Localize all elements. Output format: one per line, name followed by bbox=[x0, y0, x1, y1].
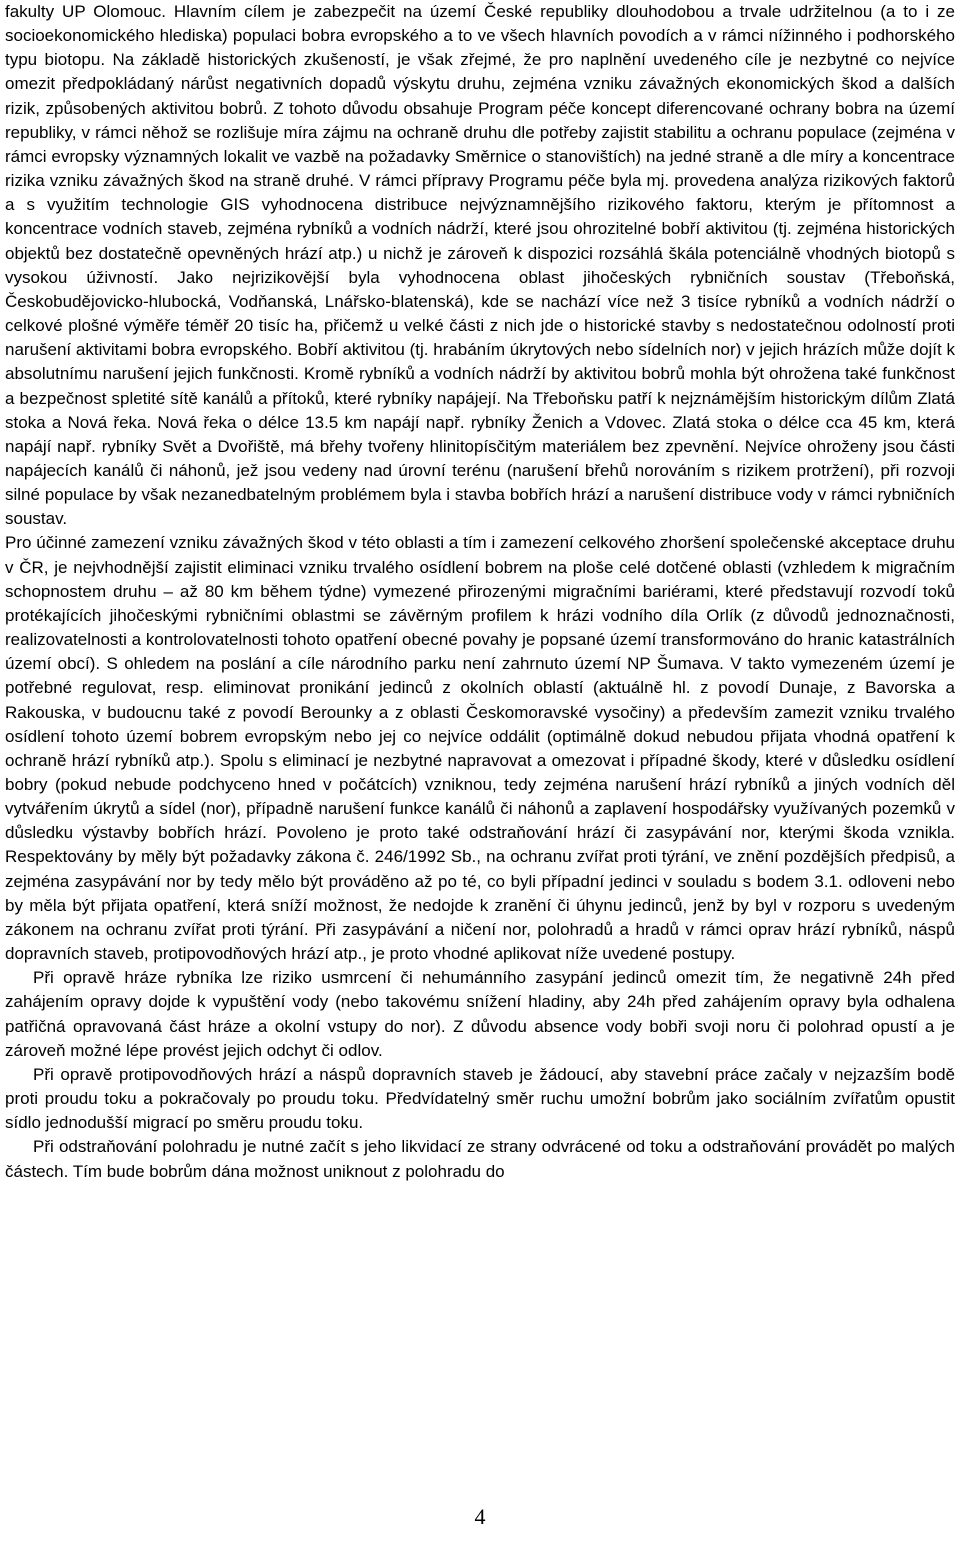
paragraph-pond-dam-repair: Při opravě hráze rybníka lze riziko usmrcení či nehumánního zasypání jedinců omezit tím, že negativně 24h před zahájením opravy dojde k vypuštění vody (nebo takovému snížení hladiny, aby 24h před zahájením opravy byla odhalena patřičná opravovaná část hráze a okolní vstupy do nor). Z důvodu absence vody bobři svoji noru či polohrad opustí a je zároveň možné lépe provést jejich odchyt či odlov. bbox=[5, 968, 955, 1060]
page-number: 4 bbox=[474, 1504, 486, 1529]
paragraph-intro: fakulty UP Olomouc. Hlavním cílem je zabezpečit na území České republiky dlouhodobou a trvale udržitelnou (a to i ze socioekonomického hlediska) populaci bobra evropského a to ve všech hlavních povodích a v rámci nížinného i podhorského typu biotopu. Na základě historických zkušeností, je však zřejmé, že pro naplnění uvedeného cíle je nezbytné co nejvíce omezit předpokládaný nárůst negativních dopadů výskytu druhu, zejména vzniku závažných ekonomických škod a dalších rizik, způsobených aktivitou bobrů. Z tohoto důvodu obsahuje Program péče koncept diferencované ochrany bobra na území republiky, v rámci něhož se rozlišuje míra zájmu na ochraně druhu dle potřeby zajistit stabilitu a ochranu populace (zejména v rámci evropsky významných lokalit ve vazbě na požadavky Směrnice o stanovištích) na jedné straně a dle míry a koncentrace rizika vzniku závažných škod na straně druhé. V rámci přípravy Programu péče byla mj. provedena analýza rizikových faktorů a s využitím technologie GIS vyhodnocena distribuce nejvýznamnějšího rizikového faktoru, kterým je přítomnost a koncentrace vodních staveb, zejména rybníků a vodních nádrží, které jsou ohrozitelné bobří aktivitou (tj. zejména historických objektů bez dostatečně opevněných hrází atp.) u nichž je zároveň k dispozici rozsáhlá škála potenciálně vhodných biotopů s vysokou úživností. Jako nejrizikovější byla vyhodnocena oblast jihočeských rybničních soustav (Třeboňská, Českobudějovicko-hlubocká, Vodňanská, Lnářsko-blatenská), kde se nachází více než 3 tisíce rybníků a vodních nádrží o celkové plošné výměře téměř 20 tisíc ha, přičemž u velké části z nich jde o historické stavby s nedostatečnou odolností proti narušení aktivitami bobra evropského. Bobří aktivitou (tj. hrabáním úkrytových nebo sídelních nor) v jejich hrázích může dojít k absolutnímu narušení jejich funkčnosti. Kromě rybníků a vodních nádrží by aktivitou bobrů mohla být ohrožena také funkčnost a bezpečnost spletité sítě kanálů a přítoků, které rybníky napájejí. Na Třeboňsku patří k nejznámějším historickým dílům Zlatá stoka a Nová řeka. Nová řeka o délce 13.5 km napájí např. rybníky Ženich a Vdovec. Zlatá stoka o délce cca 45 km, která napájí např. rybníky Svět a Dvořiště, má břehy tvořeny hlinitopísčitým materiálem bez zpevnění. Nejvíce ohroženy jsou části napájecích kanálů či náhonů, jež jsou vedeny nad úrovní terénu (narušení břehů norováním s rizikem protržení), při rozvoji silné populace by však nezanedbatelným problémem byla i stavba bobřích hrází a narušení distribuce vody v rámci rybničních soustav. bbox=[5, 2, 955, 529]
paragraph-flood-dam-repair: Při opravě protipovodňových hrází a náspů dopravních staveb je žádoucí, aby stavební práce začaly v nejzazším bodě proti proudu toku a pokračovaly po proudu toku. Předvídatelný směr ruchu umožní bobrům jako sociálním zvířatům opustit sídlo jednodušší migrací po směru proudu toku. bbox=[5, 1064, 955, 1133]
paragraph-burrow-removal: Při odstraňování polohradu je nutné začít s jeho likvidací ze strany odvrácené od toku a odstraňování provádět po malých částech. Tím bude bobrům dána možnost uniknout z polohradu do bbox=[5, 1137, 955, 1181]
document-page bbox=[5, 0, 955, 1184]
paragraph-elimination: Pro účinné zamezení vzniku závažných škod v této oblasti a tím i zamezení celkového zhoršení společenské akceptace druhu v ČR, je nejvhodnější zajistit eliminaci vzniku trvalého osídlení bobrem na ploše celé dotčené oblasti (vzhledem k migračním schopnostem druhu – až 80 km během týdne) vymezené přirozenými migračními bariérami, které představují rozvodí toků protékajících jihočeskými rybničními oblastmi se závěrným profilem k hrázi vodního díla Orlík (z důvodů jednoznačnosti, realizovatelnosti a kontrolovatelnosti tohoto opatření obecné povahy je popsané území transformováno do hranic katastrálních území obcí). S ohledem na poslání a cíle národního parku není zahrnuto území NP Šumava. V takto vymezeném území je potřebné regulovat, resp. eliminovat pronikání jedinců z okolních oblastí (aktuálně hl. z povodí Dunaje, z Bavorska a Rakouska, v budoucnu také z povodí Berounky a z oblasti Českomoravské vysočiny) a především zamezit vzniku trvalého osídlení tohoto území bobrem evropským nebo jej co nejvíce oddálit (optimálně dokud nebudou přijata vhodná opatření k ochraně hrází rybníků atp.). Spolu s eliminací je nezbytné napravovat a omezovat i případné škody, které v důsledku osídlení bobry (pokud nebude podchyceno hned v počátcích) vzniknou, tedy zejména narušení hrází rybníků a jiných vodních děl vytvářením úkrytů a sídel (nor), případně narušení funkce kanálů či náhonů a zaplavení hospodářsky využívaných pozemků v důsledku výstavby bobřích hrází. Povoleno je proto také odstraňování hrází či zasypávání nor, kterými škoda vznikla. Respektovány by měly být požadavky zákona č. 246/1992 Sb., na ochranu zvířat proti týrání, ve znění pozdějších předpisů, a zejména zasypávání nor by tedy mělo být prováděno až po té, co byli případní jedinci v souladu s bodem 3.1. odloveni nebo by měla být přijata opatření, která sníží možnost, že nedojde k zranění či úhynu jedinců, jenž by byl v rozporu s uvedeným zákonem na ochranu zvířat proti týrání. Při zasypávání a ničení nor, polohradů a hradů v rámci oprav hrází rybníků, náspů dopravních staveb, protipovodňových hrází atp., je proto vhodné aplikovat níže uvedené postupy. bbox=[5, 533, 955, 964]
